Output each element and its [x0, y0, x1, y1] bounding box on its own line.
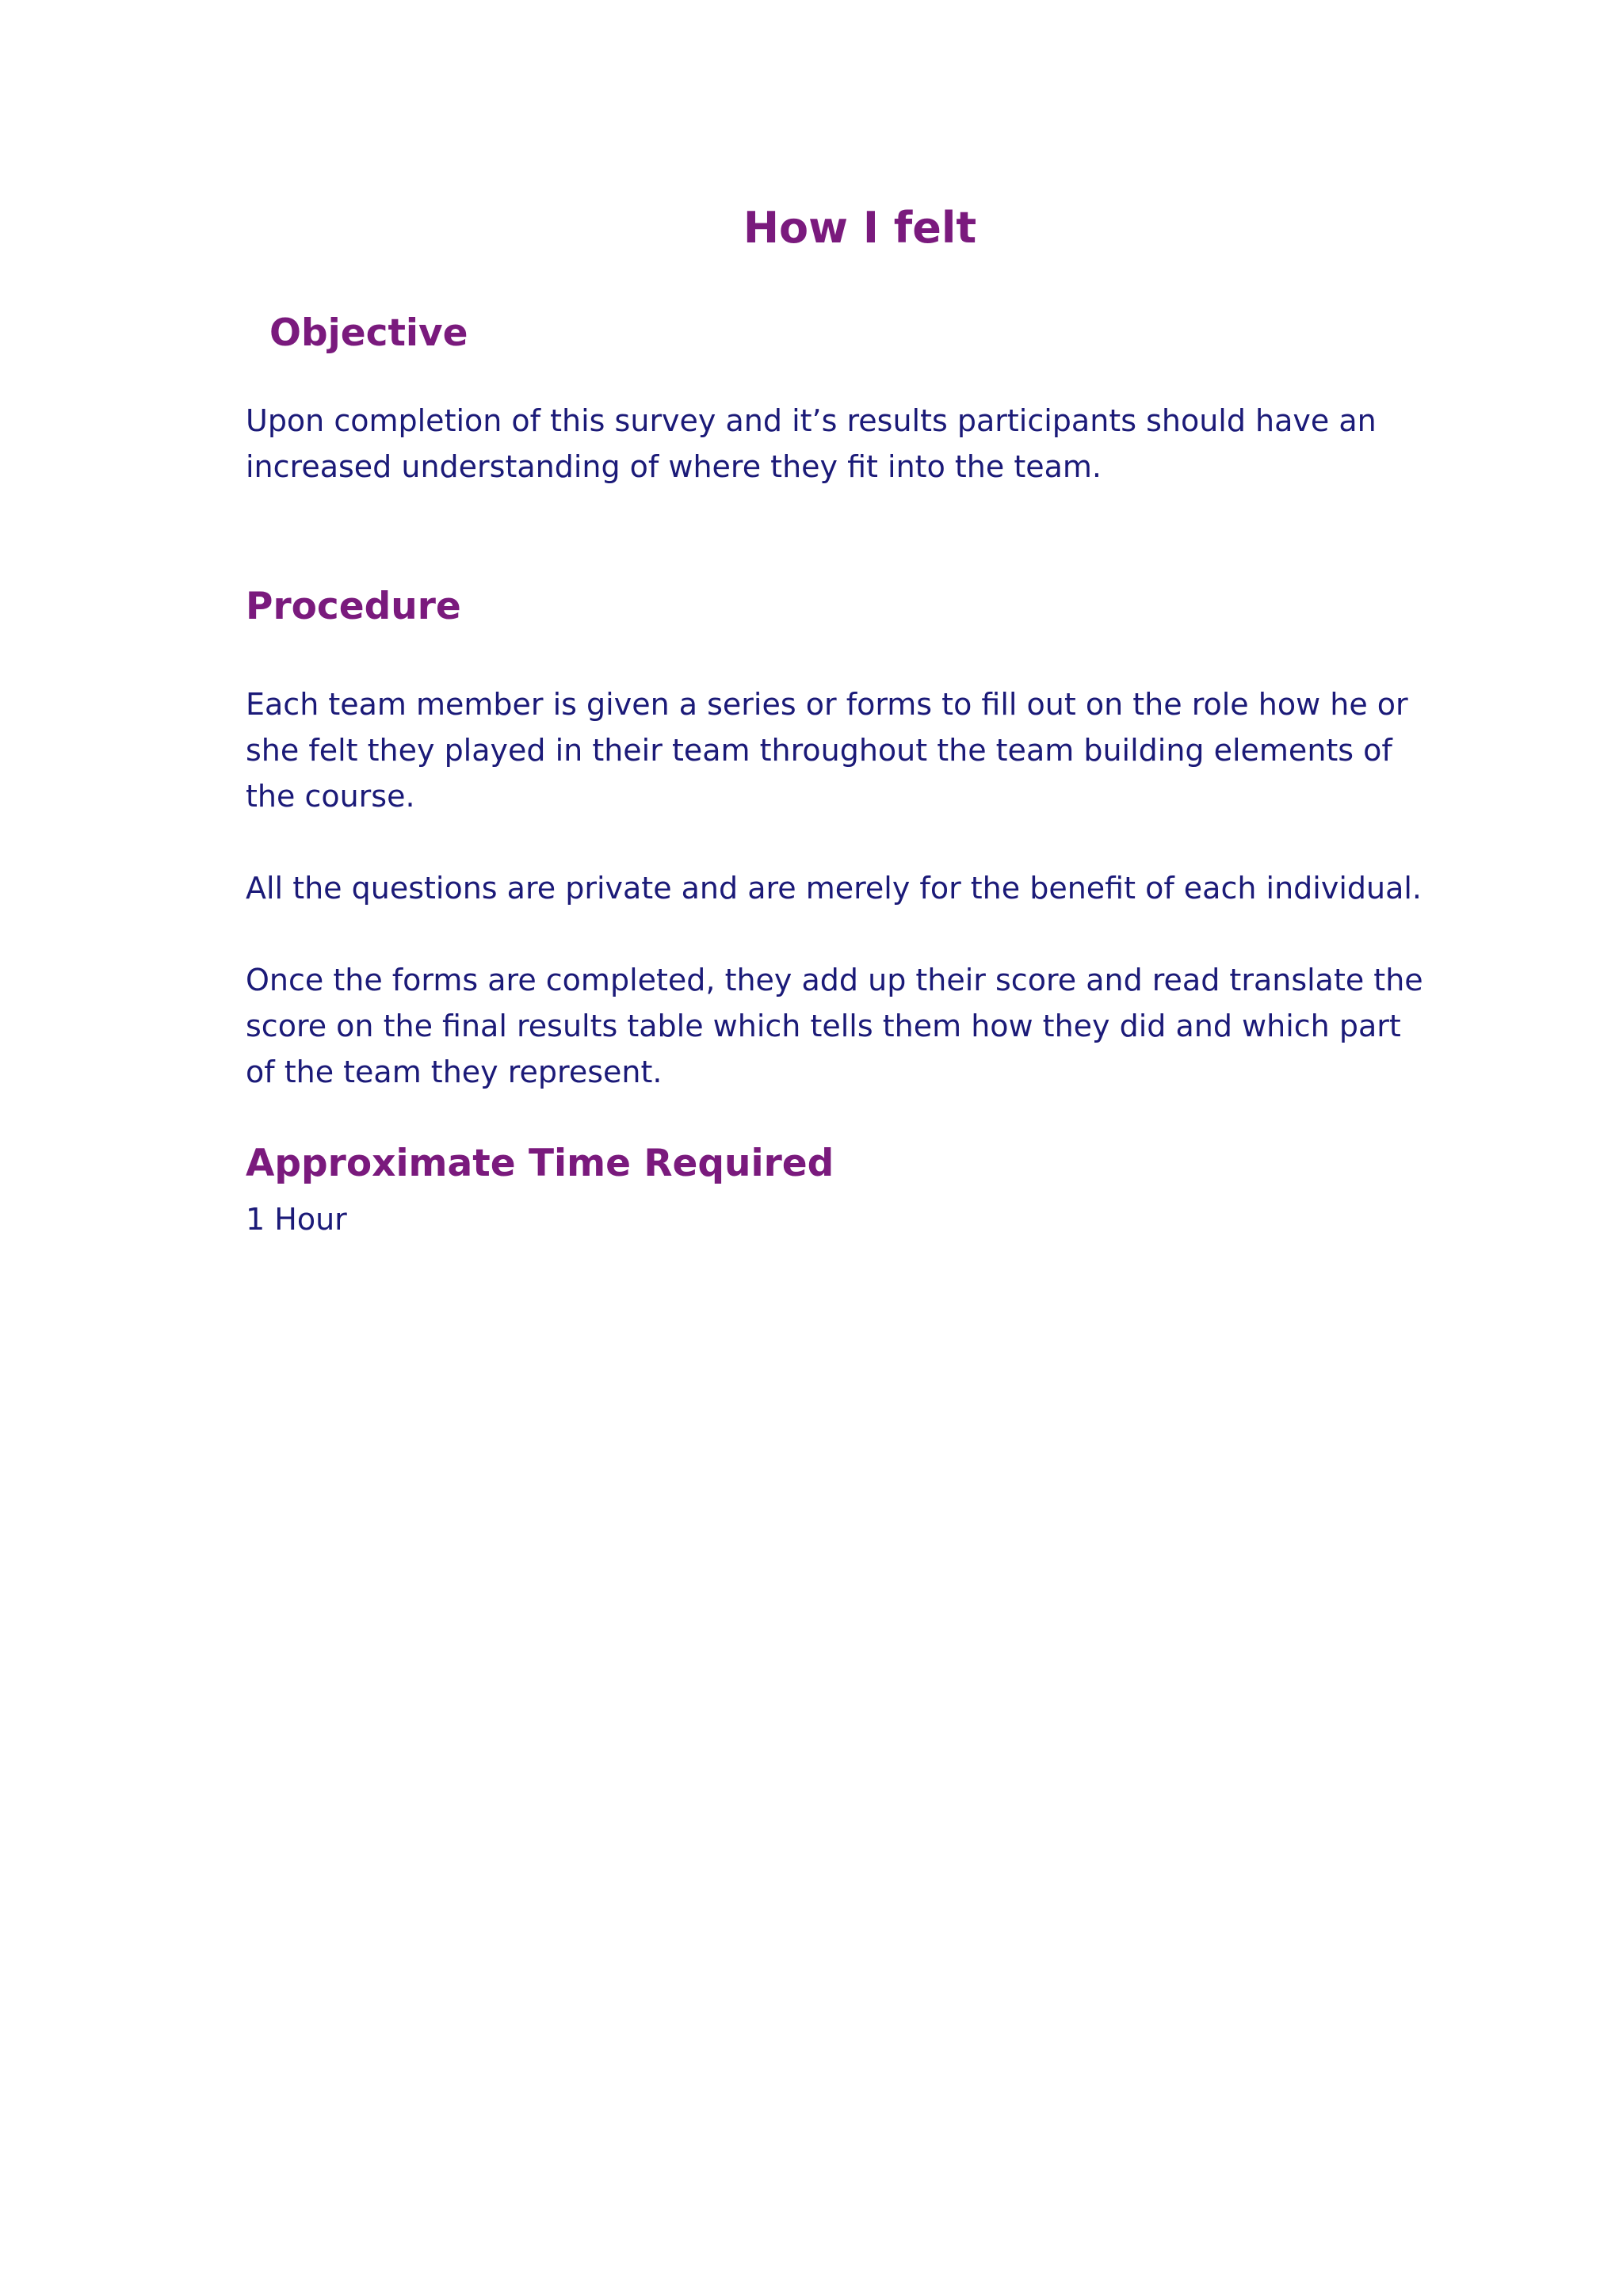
procedure-line-5: Once the forms are completed, they add up their score and read translate the [246, 963, 1423, 997]
procedure-line-4: All the questions are private and are merely for the benefit of each individual. [246, 871, 1423, 906]
objective-line-1: Upon completion of this survey and it’s results participants should have an [246, 403, 1377, 438]
page-title: How I felt [743, 203, 977, 253]
objective-paragraph [246, 398, 1482, 490]
procedure-line-6: score on the final results table which tells them how they did and which part [246, 1009, 1401, 1043]
procedure-paragraph-1 [246, 681, 1482, 819]
procedure-paragraph-3 [246, 957, 1482, 1095]
procedure-line-7: of the team they represent. [246, 1055, 663, 1089]
time-required-text: 1 Hour [246, 1202, 347, 1237]
objective-line-2: increased understanding of where they fit into the team. [246, 449, 1102, 484]
procedure-line-1: Each team member is given a series or forms to fill out on the role how he or [246, 687, 1408, 722]
procedure-line-2: she felt they played in their team throughout the team building elements of [246, 733, 1392, 768]
time-required-value [246, 1196, 1482, 1242]
objective-heading: Objective [269, 311, 468, 355]
time-required-heading: Approximate Time Required [246, 1142, 834, 1185]
procedure-line-3: the course. [246, 779, 415, 814]
procedure-heading: Procedure [246, 585, 461, 628]
procedure-paragraph-2 [246, 865, 1482, 911]
